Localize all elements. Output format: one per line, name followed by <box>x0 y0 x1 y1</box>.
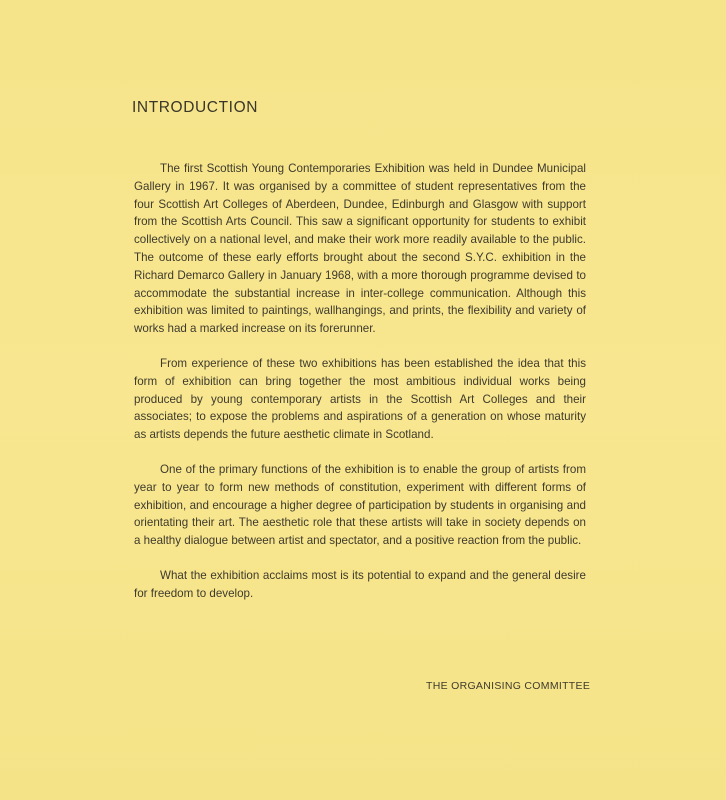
paragraph-history: The first Scottish Young Contemporaries Exhibition was held in Dundee Municipal Gallery in 1967. It was organised by a committee of student representatives from the four Scottish Art Colleges of Aberdeen, Dundee, Edinburgh and Glasgow with support from the Scottish Arts Council. This saw a significant opportunity for students to exhibit collectively on a national level, and make their work more readily available to the public. The outcome of these early efforts brought about the second S.Y.C. exhibition in the Richard Demarco Gallery in January 1968, with a more thorough programme devised to accommodate the substantial increase in inter-college communication. Although this exhibition was limited to paintings, wallhangings, and prints, the flexibility and variety of works had a marked increase on its forerunner. <box>134 162 586 336</box>
paragraph-closing: What the exhibition acclaims most is its potential to expand and the general desire for freedom to develop. <box>134 568 586 600</box>
page-title: INTRODUCTION <box>132 99 259 116</box>
paragraph-purpose: From experience of these two exhibitions has been established the idea that this form of exhibition can bring together the most ambitious individual works being produced by young contemporary artists in the Scottish Art Colleges and their associates; to expose the problems and aspirations of a generation on whose maturity as artists depends the future aesthetic climate in Scotland. <box>134 356 586 442</box>
signature: THE ORGANISING COMMITTEE <box>426 680 591 692</box>
document-body <box>134 160 586 603</box>
paragraph-functions: One of the primary functions of the exhibition is to enable the group of artists from year to year to form new methods of constitution, experiment with different forms of exhibition, and encourage a higher degree of participation by students in organising and orientating their art. The aesthetic role that these artists will take in society depends on a healthy dialogue between artist and spectator, and a positive reaction from the public. <box>134 462 586 548</box>
